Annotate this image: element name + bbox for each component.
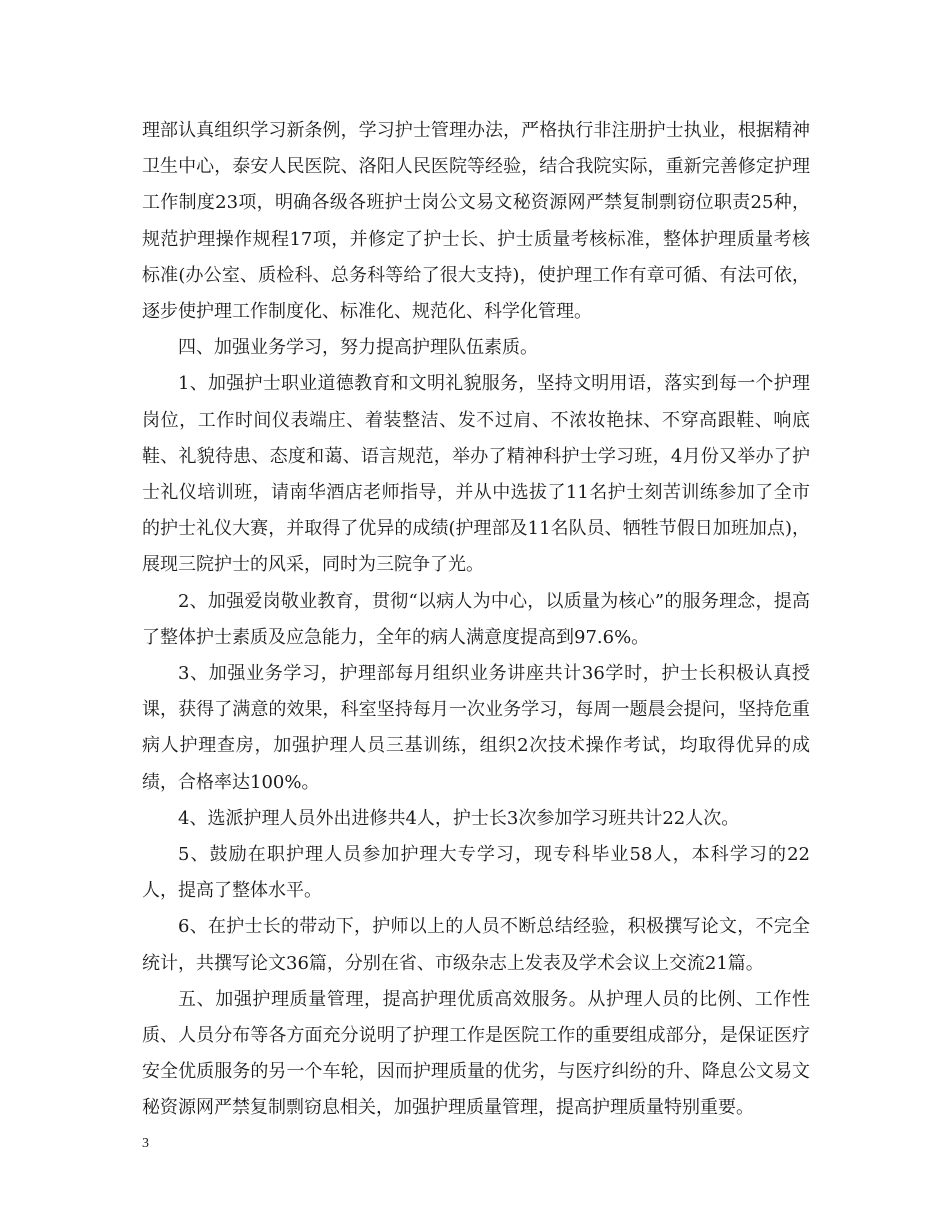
- document-body: [142, 113, 810, 1127]
- paragraph-item-1: 1、加强护士职业道德教育和文明礼貌服务，坚持文明用语，落实到每一个护理岗位，工作时间仪表端庄、着装整洁、发不过肩、不浓妆艳抹、不穿高跟鞋、响底鞋、礼貌待患、态度和蔼、语言规范，举办了精神科护士学习班，4月份又举办了护士礼仪培训班，请南华酒店老师指导，并从中选拔了11名护士刻苦训练参加了全市的护士礼仪大赛，并取得了优异的成绩(护理部及11名队员、牺牲节假日加班加点)，展现三院护士的风采，同时为三院争了光。: [142, 373, 810, 576]
- paragraph-item-5: 5、鼓励在职护理人员参加护理大专学习，现专科毕业58人，本科学习的22人，提高了整体水平。: [142, 844, 810, 902]
- paragraph-section-five: 五、加强护理质量管理，提高护理优质高效服务。从护理人员的比例、工作性质、人员分布等各方面充分说明了护理工作是医院工作的重要组成部分，是保证医疗安全优质服务的另一个车轮，因而护理质量的优劣，与医疗纠纷的升、降息公文易文秘资源网严禁复制剽窃息相关，加强护理质量管理，提高护理质量特别重要。: [142, 988, 810, 1119]
- paragraph-item-2: 2、加强爱岗敬业教育，贯彻“以病人为中心，以质量为核心”的服务理念，提高了整体护士素质及应急能力，全年的病人满意度提高到97.6%。: [142, 590, 810, 648]
- page-number: 3: [142, 1136, 149, 1151]
- heading-section-four: 四、加强业务学习，努力提高护理队伍素质。: [178, 337, 538, 359]
- paragraph-item-6: 6、在护士长的带动下，护师以上的人员不断总结经验，积极撰写论文，不完全统计，共撰写论文36篇，分别在省、市级杂志上发表及学术会议上交流21篇。: [142, 916, 810, 974]
- paragraph-item-4: 4、选派护理人员外出进修共4人，护士长3次参加学习班共计22人次。: [178, 807, 740, 829]
- paragraph-nursing-regulations: 理部认真组织学习新条例，学习护士管理办法，严格执行非注册护士执业，根据精神卫生中心，泰安人民医院、洛阳人民医院等经验，结合我院实际，重新完善修定护理工作制度23项，明确各级各班护士岗公文易文秘资源网严禁复制剽窃位职责25种，规范护理操作规程17项，并修定了护士长、护士质量考核标准，整体护理质量考核标准(办公室、质检科、总务科等给了很大支持)，使护理工作有章可循、有法可依，逐步使护理工作制度化、标准化、规范化、科学化管理。: [142, 120, 810, 323]
- paragraph-item-3: 3、加强业务学习，护理部每月组织业务讲座共计36学时，护士长积极认真授课，获得了满意的效果，科室坚持每月一次业务学习，每周一题晨会提问，坚持危重病人护理查房，加强护理人员三基训练，组织2次技术操作考试，均取得优异的成绩，合格率达100%。: [142, 663, 810, 793]
